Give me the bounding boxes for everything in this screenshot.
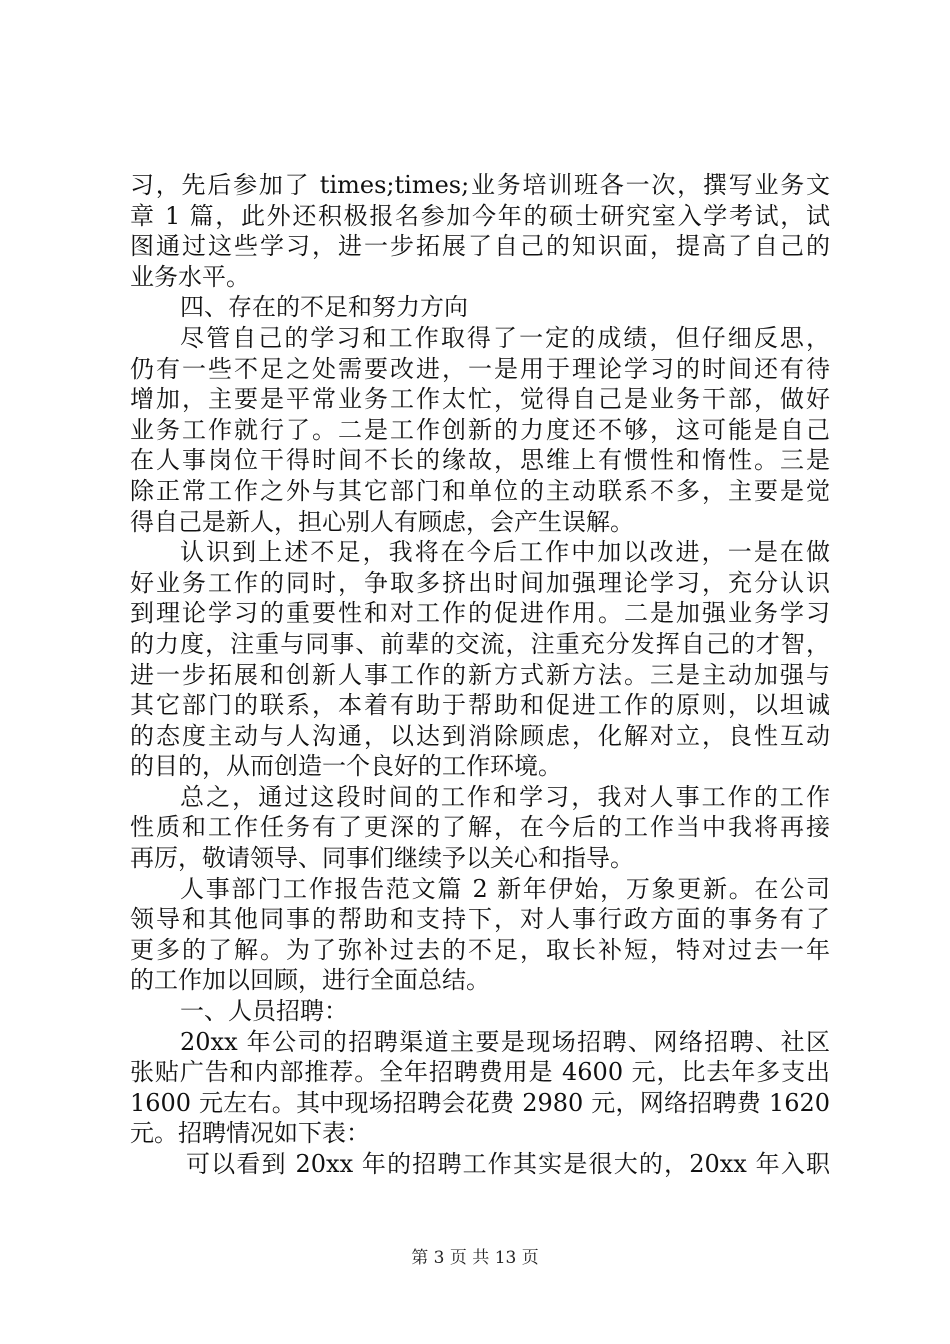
text-line: 可以看到 20xx 年的招聘工作其实是很大的，20xx 年入职	[186, 1150, 830, 1178]
text-line: 仍有一些不足之处需要改进，一是用于理论学习的时间还有待	[130, 354, 830, 383]
text-line: 的力度，注重与同事、前辈的交流，注重充分发挥自己的才智，	[130, 629, 830, 658]
text-line: 性质和工作任务有了更深的了解，在今后的工作当中我将再接	[130, 813, 830, 842]
text-line: 尽管自己的学习和工作取得了一定的成绩，但仔细反思，	[180, 323, 830, 352]
text-line: 领导和其他同事的帮助和支持下，对人事行政方面的事务有了	[130, 905, 830, 934]
text-line: 总之，通过这段时间的工作和学习，我对人事工作的工作	[180, 782, 830, 811]
text-line: 到理论学习的重要性和对工作的促进作用。二是加强业务学习	[130, 599, 830, 628]
text-line: 20xx 年公司的招聘渠道主要是现场招聘、网络招聘、社区	[180, 1027, 830, 1056]
section-heading: 一、人员招聘：	[180, 997, 348, 1026]
text-line: 业务水平。	[130, 262, 250, 291]
text-line: 进一步拓展和创新人事工作的新方式新方法。三是主动加强与	[130, 660, 830, 689]
text-line: 除正常工作之外与其它部门和单位的主动联系不多，主要是觉	[130, 476, 830, 505]
text-line: 的工作加以回顾，进行全面总结。	[130, 966, 490, 995]
text-line: 更多的了解。为了弥补过去的不足，取长补短，特对过去一年	[130, 935, 830, 964]
text-line: 得自己是新人，担心别人有顾虑，会产生误解。	[130, 507, 634, 536]
text-line: 1600 元左右。其中现场招聘会花费 2980 元，网络招聘费 1620	[130, 1088, 830, 1117]
text-line: 的目的，从而创造一个良好的工作环境。	[130, 752, 562, 781]
text-line: 张贴广告和内部推荐。全年招聘费用是 4600 元，比去年多支出	[130, 1058, 830, 1087]
text-line: 图通过这些学习，进一步拓展了自己的知识面，提高了自己的	[130, 232, 830, 261]
text-line: 的态度主动与人沟通，以达到消除顾虑，化解对立，良性互动	[130, 721, 830, 750]
text-line: 认识到上述不足，我将在今后工作中加以改进，一是在做	[180, 538, 830, 567]
text-line: 在人事岗位干得时间不长的缘故，思维上有惯性和惰性。三是	[130, 446, 830, 475]
text-line: 习，先后参加了 times;times;业务培训班各一次，撰写业务文	[130, 171, 830, 199]
text-line: 业务工作就行了。二是工作创新的力度还不够，这可能是自己	[130, 415, 830, 444]
text-line: 其它部门的联系，本着有助于帮助和促进工作的原则，以坦诚	[130, 691, 830, 720]
text-line: 好业务工作的同时，争取多挤出时间加强理论学习，充分认识	[130, 568, 830, 597]
text-line: 再厉，敬请领导、同事们继续予以关心和指导。	[130, 844, 634, 873]
text-line: 章 1 篇，此外还积极报名参加今年的硕士研究室入学考试，试	[130, 201, 830, 230]
text-line: 元。招聘情况如下表：	[130, 1119, 370, 1148]
text-line: 人事部门工作报告范文篇 2 新年伊始，万象更新。在公司	[180, 874, 830, 903]
document-body	[130, 170, 830, 1180]
section-heading: 四、存在的不足和努力方向	[180, 293, 468, 322]
page-number-footer: 第 3 页 共 13 页	[411, 1248, 539, 1268]
text-line: 增加，主要是平常业务工作太忙，觉得自己是业务干部，做好	[130, 385, 830, 414]
